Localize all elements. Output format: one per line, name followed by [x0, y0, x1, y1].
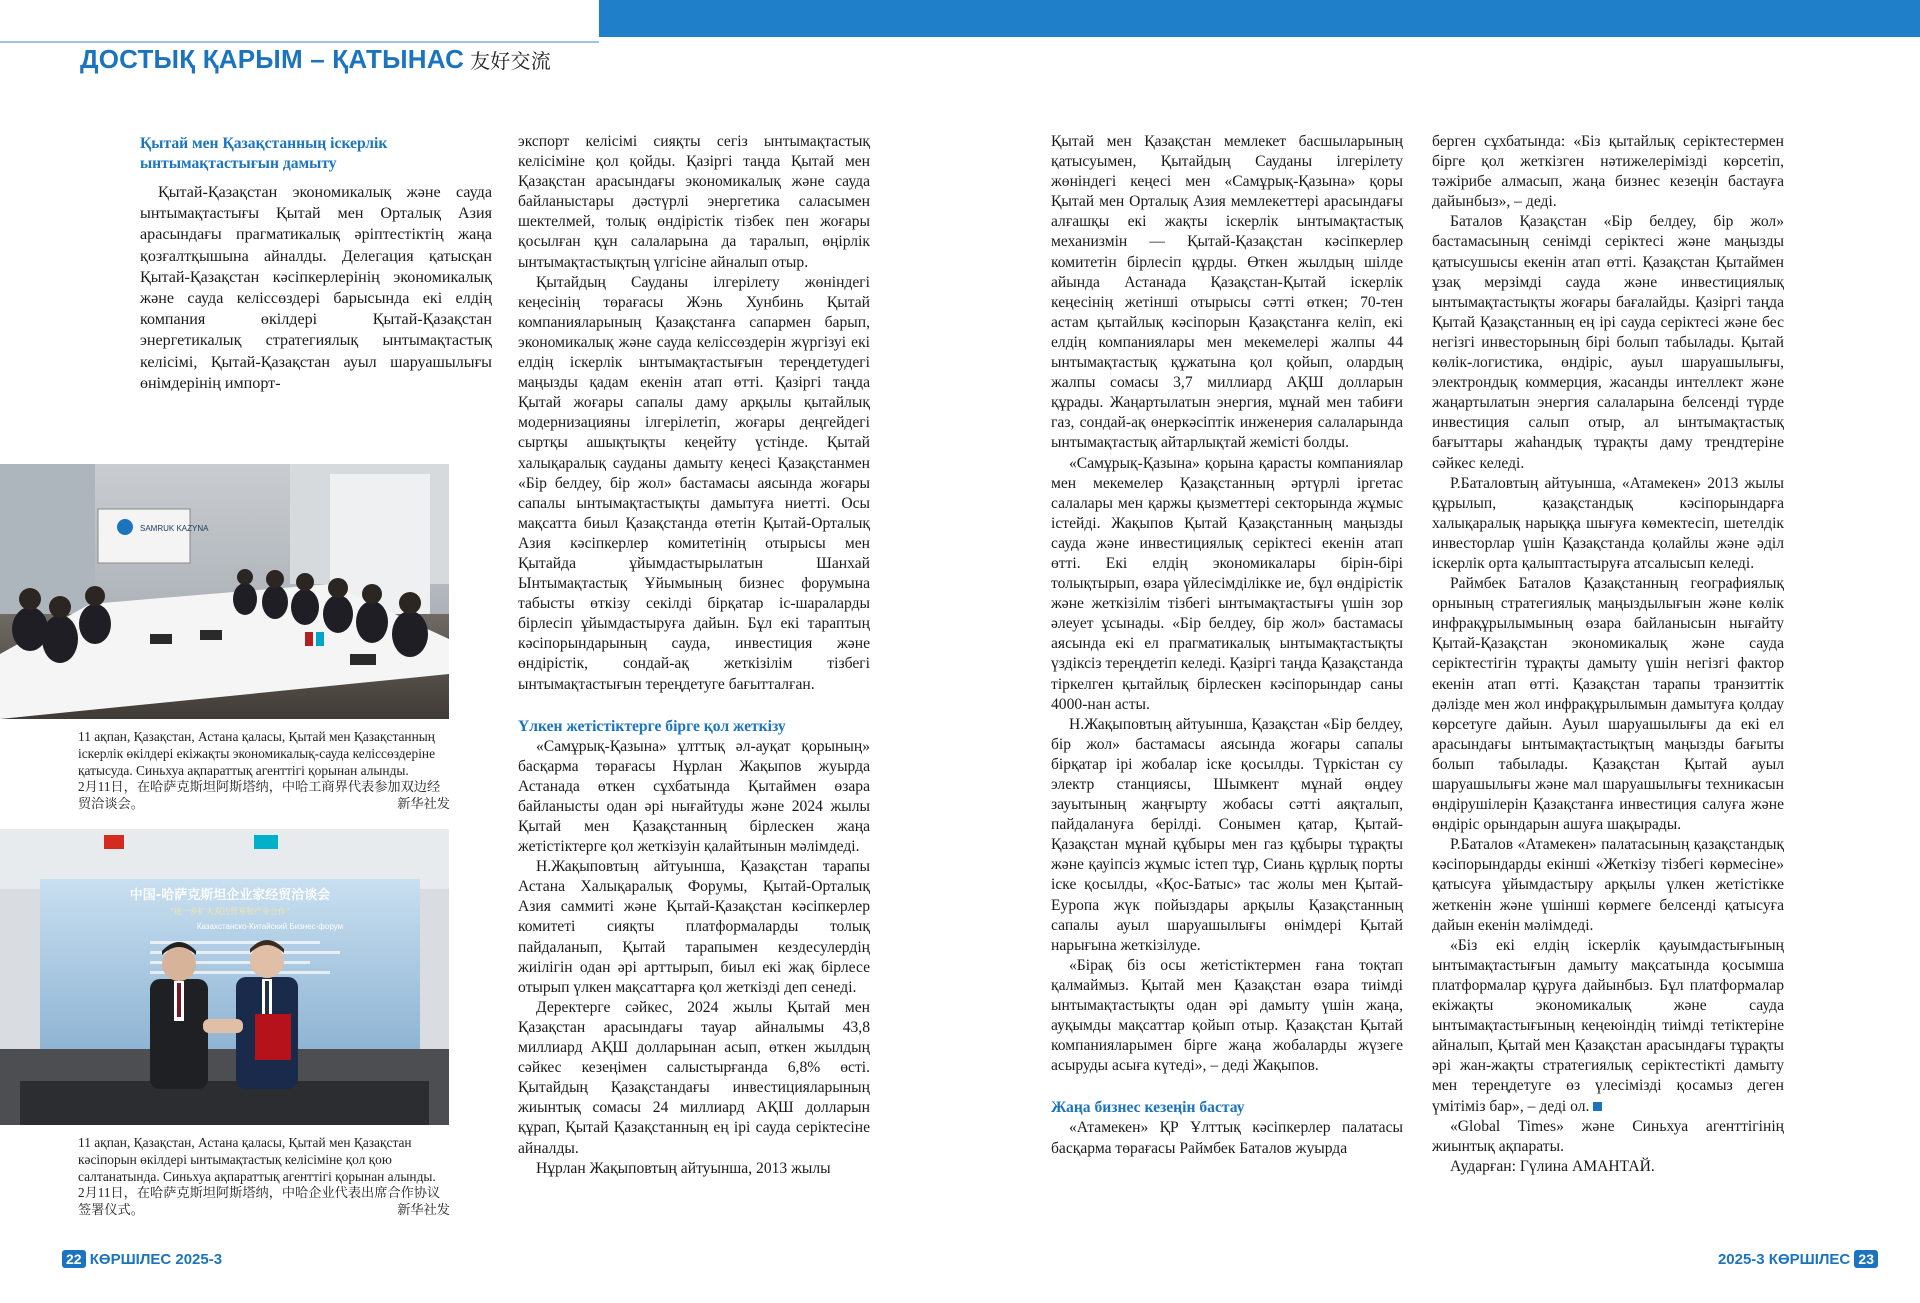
paragraph: Қытайдың Сауданы ілгерілету жөніндегі кеңесінің төрағасы Жэнь Хунбинь Қытай компанияларының Қазақстанға сапармен барып, экономикалық және сауда келіссөздерін жүргізуі екі елдің іскерлік ынтымақтастығын тереңдетудегі маңызды қадам екенін атап өтті. Қазіргі таңда Қытай жоғары сапалы даму арқылы қытайлық модернизацияны ілгерілетіп, жоғары деңгейдегі сыртқы ашықтықты кеңейту үстінде. Қытай халықаралық сауданы дамыту кеңесі Қазақстанмен «Бір белдеу, бір жол» бастамасы аясында жоғары сапалы ынтымақтастықты дамытуға ниетті. Осы мақсатта биыл Қазақстанда өтетін Қытай-Орталық Азия кәсіпкерлер комитетінің отырысы мен Қытайда ұйымдастырылатын Шанхай Ынтымақтастық Ұйымының бизнес форумына табысты өткізу секілді бірқатар іс-шараларды бірлесіп ұйымдастыруға дайын. Бұл екі тараптың кәсіпорындарының сауда, инвестиция және өндірістік, сондай-ақ жеткізілім тізбегі ынтымақтастығын тереңдетуге бағытталған.: [518, 273, 870, 693]
section-header: [80, 44, 551, 75]
caption-agency: 新华社发: [397, 796, 450, 812]
footer-right: [1718, 1250, 1878, 1268]
end-of-article-mark: [1593, 1102, 1602, 1111]
caption-cn: [78, 779, 450, 813]
paragraph: Р.Баталовтың айтуынша, «Атамекен» 2013 жылы құрылып, қазақстандық кәсіпорындарға халықаралық нарыққа шығуға көмектесіп, шетелдік инвесторлар үшін Қазақстанда қолайлы және әділ іскерлік орта қалыптастыруға атсалысып келеді.: [1432, 474, 1784, 572]
paragraph-final: [1432, 936, 1784, 1117]
translator-credit: Аударған: Гүлина АМАНТАЙ.: [1450, 1157, 1655, 1175]
paragraph: «Самұрық-Қазына» қорына қарасты компаниялар мен мекемелер Қазақстанның әртүрлі іргетас салалары мен қаржы қызметтері секторында жұмыс істейді. Жақыпов Қытай Қазақстанның маңызды сауда және инвестициялық серіктесі екенін атап өтті. Екі елдің экономикалары бірін-бірі толықтырып, өзара үйлесімділікке ие, бұл өндірістік және жеткізілім тізбегі ынтымақтастығы үшін зор әлеует ұсынады. «Бір белдеу, бір жол» бастамасы аясында екі ел прагматикалық ынтымақтастықты үздіксіз тереңдетіп келеді. Қазіргі таңда Қазақстанда тіркелген қытайлық бірлескен кәсіпорындар саны 4000-нан асты.: [1051, 454, 1403, 713]
paragraph: «Атамекен» ҚР Ұлттық кәсіпкерлер палатасы басқарма төрағасы Раймбек Баталов жуырда: [1051, 1119, 1403, 1157]
paragraph: берген сұхбатында: «Біз қытайлық серіктестермен бірге қол жеткізген нәтижелерімізді көрсетіп, тәжірибе алмасып, жаңа бизнес кезеңін бастауға дайынбыз», – деді.: [1432, 133, 1784, 211]
paragraph: Нұрлан Жақыповтың айтуынша, 2013 жылы: [536, 1159, 831, 1177]
article-title-line2: ынтымақтастығын дамыту: [140, 155, 337, 172]
caption-kz: 11 ақпан, Қазақстан, Астана қаласы, Қытай мен Қазақстанның іскерлік өкілдері екіжақты экономикалық-сауда келіссөздеріне қатысуда. Синьхуа ақпараттық агенттігі қорынан алынды.: [78, 729, 436, 778]
paragraph: «Самұрық-Қазына» ұлттық әл-ауқат қорының» басқарма төрағасы Нұрлан Жақыпов жуырда Астанада өткен сұхбатында Қытаймен өзара байланысты одан әрі нығайтуды және 2024 жылы Қытай мен Қазақстанның бірлескен жаңа жетістіктерге қол жеткізуін қалайтынын мәлімдеді.: [518, 737, 870, 856]
footer-left-text: КӨРШІЛЕС 2025-3: [89, 1251, 223, 1268]
page-number-right: 23: [1854, 1250, 1878, 1268]
section-title-cn: 友好交流: [470, 51, 551, 73]
caption-cn-text: 2月11日，在哈萨克斯坦阿斯塔纳，中哈工商界代表参加双边经贸洽谈会。: [78, 779, 441, 812]
paragraph: Деректерге сәйкес, 2024 жылы Қытай мен Қазақстан арасындағы тауар айналымы 43,8 миллиард АҚШ долларынан асып, өткен жылдың сәйкес кезеңімен салыстырғанда 6,8% өсті. Қытайдың Қазақстандағы инвестицияларының жиынтық сомасы 24 миллиард АҚШ долларын құрап, Қытай Қазақстанның ең ірі сауда серіктесіне айналды.: [518, 998, 870, 1157]
subheading-achievements: Үлкен жетістіктерге бірге қол жеткізу: [518, 717, 786, 735]
caption-cn: [78, 1185, 450, 1219]
footer-left: [62, 1250, 222, 1268]
photo-business-negotiations: [0, 464, 449, 719]
paragraph: Қытай мен Қазақстан мемлекет басшыларының қатысуымен, Қытайдың Сауданы ілгерілету жөніндегі кеңесі мен «Самұрық-Қазына» қоры Қытай мен Орталық Азия мемлекеттері арасындағы алғашқы екі жақты іскерлік ынтымақтастық механизмін — Қытай-Қазақстан кәсіпкерлер комитетін бірлесіп құрды. Өткен жылдың шілде айында Астанада Қазақстан-Қытай іскерлік кеңесінің жетінші отырысы сәтті өткен; 70-тен астам қытайлық кәсіпорын Қазақстанға келіп, екі елдің компаниялары мен мекемелері жалпы 44 ынтымақтастық құжатына қол қойып, олардың жалпы сомасы 3,7 миллиард АҚШ долларын құрады. Жаңартылатын энергия, мұнай мен табиғи газ, сондай-ақ өнеркәсіптік инженерия салаларында ынтымақтастық айтарлықтай жемісті болды.: [1051, 133, 1403, 452]
banner-text: SAMRUK KAZYNA: [140, 524, 209, 533]
banner-ru: Казахстанско-Китайский Бизнес-форум: [196, 922, 344, 931]
banner-sub: “进一步扩大双边贸易和产业合作”: [169, 907, 291, 916]
paragraph: Баталов Қазақстан «Бір белдеу, бір жол» бастамасының сенімді серіктесі және маңызды қатысушысы екенін атап өтті. Қазақстан Қытаймен ұзақ мерзімді сауда және инвестициялық ынтымақтастықты жоғары бағалайды. Қазіргі таңда Қытай Қазақстанның ең ірі сауда серіктесі және бес негізгі инвесторының бірі болып табылады. Қытай көлік-логистика, өндіріс, ауыл шаруашылығы, электрондық коммерция, жасанды интеллект және жаңартылатын энергия салаларына белсенді түрде инвестиция салып отыр, ал ынтымақтастық бағыттары жаһандық тұрақты даму трендтеріне сәйкес келеді.: [1432, 213, 1784, 472]
photo1-caption: [78, 729, 450, 813]
paragraph: Раймбек Баталов Қазақстанның географиялық орнының стратегиялық маңыздылығын және көлік инфрақұрылымының өзара байланысын нығайту Қытай-Қазақстан экономикалық және сауда серіктестігін тұрақты дамыту үшін негізгі фактор екенін атап өтті. Қазақстан тарапы транзиттік дәлізде мен жол инфрақұрылымын дамытуға қолдау көрсетуге дайын. Ауыл шаруашылығы да екі ел арасындағы ынтымақтастықтың маңызды бағыты болып табылады. Қазақстан Қытай ауыл шаруашылығы және мал шаруашылығы техникасын өндірушілерін Қазақстанға инвестиция салуға және өндіріс орындарын ашуға шақырады.: [1432, 575, 1784, 834]
top-color-bar: [599, 0, 1920, 37]
column-4: [1432, 132, 1784, 1177]
caption-kz: 11 ақпан, Қазақстан, Астана қаласы, Қытай мен Қазақстан кәсіпорын өкілдері ынтымақтастық келісіміне қол қою салтанатында. Синьхуа ақпараттық агенттігі қорынан алынды.: [78, 1135, 436, 1184]
column-1: [140, 134, 492, 394]
footer-right-text: 2025-3 КӨРШІЛЕС: [1717, 1251, 1851, 1268]
caption-agency: 新华社发: [397, 1202, 450, 1218]
paragraph: Р.Баталов «Атамекен» палатасының қазақстандық кәсіпорындарды екінші «Жеткізу тізбегі көрмесіне» қатысуға ұйымдастыру арқылы үлкен жетістікке жеткенін және үшінші көрмеге белсенді қатысуға дайын екенін мәлімдеді.: [1432, 836, 1784, 934]
section-title: ДОСТЫҚ ҚАРЫМ – ҚАТЫНАС: [80, 44, 465, 74]
header-rule: [0, 41, 599, 43]
paragraph: Қытай-Қазақстан экономикалық және сауда ынтымақтастығы Қытай мен Орталық Азия арасындағы прагматикалық әріптестіктің жаңа қозғалтқышына айналды. Делегация қатысқан Қытай-Қазақстан кәсіпкерлерінің экономикалық және сауда келіссөздері барысында екі елдің компания өкілдері Қытай-Қазақстан энергетикалық стратегиялық ынтымақтастық келісімі, Қытай-Қазақстан ауыл шаруашылығы өнімдерінің импорт-: [140, 184, 492, 392]
final-quote: «Біз екі елдің іскерлік қауымдастығының ынтымақтастығын дамыту мақсатында қосымша платформалар құруға дайынбыз. Бұл платформалар екіжақты экономикалық және сауда ынтымақтастығының кеңеюіндің тиімді тетіктеріне айналып, Қытай мен Қазақстан арасындағы тұрақты әрі жан-жақты стратегиялық серіктестікті дамыту мен тереңдетуге өз үлесімізді қосамыз деген үмітіміз бар», – деді ол.: [1432, 936, 1784, 1115]
column-3: [1051, 132, 1403, 1159]
paragraph: Н.Жақыповтың айтуынша, Қазақстан тарапы Астана Халықаралық Форумы, Қытай-Орталық Азия саммиті және Қытай-Қазақстан кәсіпкерлер комитеті сияқты платформаларды толық пайдаланып, Қытай тарапымен кездесулердің жиілігін одан әрі арттырып, биыл екі жақ бірлесе отырып үлкен мақсаттарға қол жеткізді деп сенеді.: [518, 858, 870, 996]
signing-ceremony-illustration: [0, 829, 449, 1125]
paragraph: экспорт келісімі сияқты сегіз ынтымақтастық келісіміне қол қойды. Қазіргі таңда Қытай мен Қазақстан арасындағы экономикалық және сауда байланыстары дәстүрлі энергетика саласымен шектелмей, толық өндірістік тізбек пен жоғары қосылған құн салаларына да таралып, өңірлік ынтымақтастықтың үлгісіне айналып отыр.: [518, 133, 870, 271]
caption-cn-text: 2月11日，在哈萨克斯坦阿斯塔纳，中哈企业代表出席合作协议签署仪式。: [78, 1185, 441, 1218]
banner-title: 中国-哈萨克斯坦企业家经贸洽谈会: [129, 888, 331, 903]
meeting-room-illustration: [0, 464, 449, 719]
page-number-left: 22: [62, 1250, 86, 1268]
subheading-new-business: Жаңа бизнес кезеңін бастау: [1051, 1099, 1245, 1117]
source-note: «Global Times» және Синьхуа агенттігінің жиынтық ақпараты.: [1432, 1117, 1784, 1155]
paragraph: Н.Жақыповтың айтуынша, Қазақстан «Бір белдеу, бір жол» бастамасы аясында жоғары сапалы бірқатар ірі жобалар іске қосылды. Түркістан су электр станциясы, Шымкент мұнай өңдеу зауытының жаңғырту жобасы сәтті аяқталып, пайдалануға берілді. Сонымен қатар, Қытай-Қазақстан мұнай құбыры мен газ құбыры тұрақты және қауіпсіз жұмыс істеп тұр, Сиань құрлық порты іске қосылды, «Қос-Батыс» тас жолы мен Қытай-Еуропа жүк пойыздары арқылы Қазақстанның сапалы ауыл шаруашылығы өнімдері Қытай нарығына жеткізілуде.: [1051, 715, 1403, 954]
article-title-line1: Қытай мен Қазақстанның іскерлік: [140, 135, 388, 152]
photo2-caption: [78, 1135, 450, 1219]
paragraph: «Бірақ біз осы жетістіктермен ғана тоқтап қалмаймыз. Қытай мен Қазақстан өзара тиімді ынтымақтастықты одан әрі дамыту үшін жаңа, ауқымды мақсаттар қойып отыр. Қазақстан Қытай компанияларымен бірге жаңа жобаларды жүзеге асыруды асыға күтеді», – деді Жақыпов.: [1051, 956, 1403, 1075]
column-2: [518, 132, 870, 1179]
photo-agreement-signing: [0, 829, 449, 1125]
